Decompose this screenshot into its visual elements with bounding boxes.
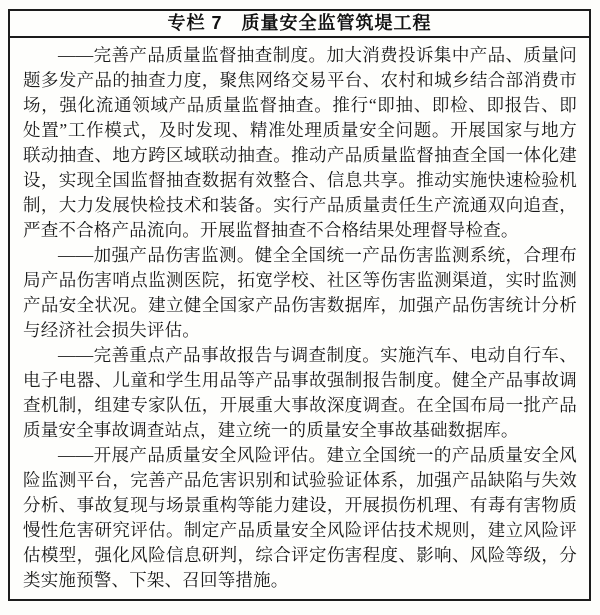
box-body — [10, 38, 589, 593]
box-paragraph: ——加强产品伤害监测。健全全国统一产品伤害监测系统，合理布局产品伤害哨点监测医院，拓宽学校、社区等伤害监测渠道，实时监测产品安全状况。建立健全国家产品伤害数据库，加强产品伤害统计分析与经济社会损失评估。 — [23, 245, 577, 340]
box-paragraph: ——开展产品质量安全风险评估。建立全国统一的产品质量安全风险监测平台，完善产品危害识别和试验验证体系，加强产品缺陷与失效分析、事故复现与场景重构等能力建设，开展损伤机理、有毒有害物质慢性危害研究评估。制定产品质量安全风险评估技术规则，建立风险评估模型，强化风险信息研判，综合评定伤害程度、影响、风险等级，分类实施预警、下架、召回等措施。 — [23, 445, 577, 590]
box-paragraph: ——完善重点产品事故报告与调查制度。实施汽车、电动自行车、电子电器、儿童和学生用品等产品事故强制报告制度。健全产品事故调查机制，组建专家队伍，开展重大事故深度调查。在全国布局一批产品质量安全事故调查站点，建立统一的质量安全事故基础数据库。 — [23, 345, 577, 440]
box-paragraph: ——完善产品质量监督抽查制度。加大消费投诉集中产品、质量问题多发产品的抽查力度，聚焦网络交易平台、农村和城乡结合部消费市场，强化流通领域产品质量监督抽查。推行“即抽、即检、即报告、即处置”工作模式，及时发现、精准处理质量安全问题。开展国家与地方联动抽查、地方跨区域联动抽查。推动产品质量监督抽查全国一体化建设，实现全国监督抽查数据有效整合、信息共享。推动实施快速检验机制，大力发展快检技术和装备。实行产品质量责任生产流通双向追查，严查不合格产品流向。开展监督抽查不合格结果处理督导检查。 — [23, 45, 577, 240]
box-title: 专栏 7 质量安全监管筑堤工程 — [10, 11, 589, 38]
callout-box — [8, 9, 591, 601]
